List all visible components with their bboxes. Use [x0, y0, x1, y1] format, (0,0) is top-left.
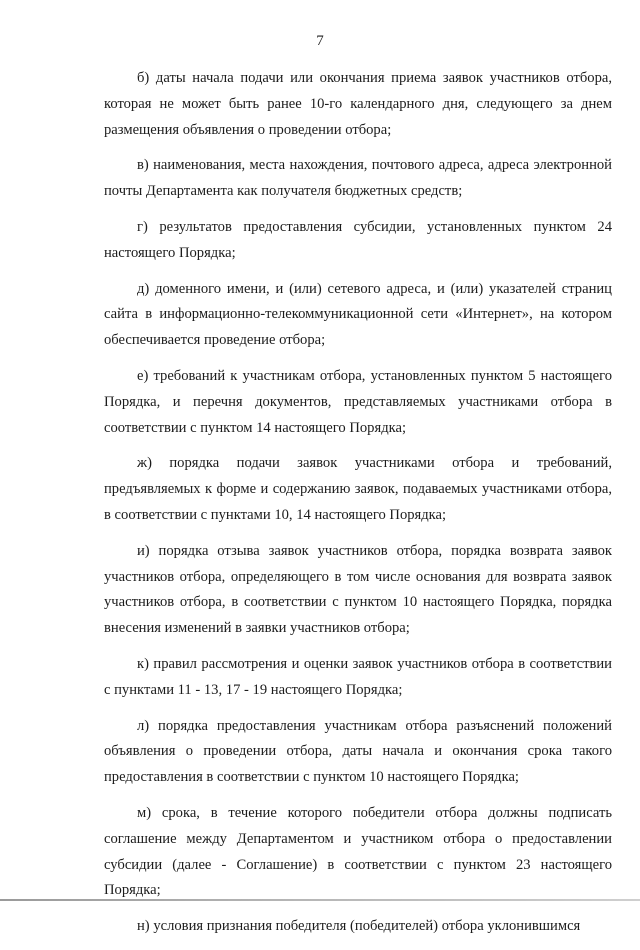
paragraph-k: к) правил рассмотрения и оценки заявок участников отбора в соответствии с пунктами 11 - 13, 17 - 19 настоящего Порядка;	[104, 655, 612, 698]
paragraph-b: б) даты начала подачи или окончания приема заявок участников отбора, которая не может быть ранее 10-го календарного дня, следующего за днем размещения объявления о проведении отбора;	[104, 70, 612, 138]
paragraph-d: д) доменного имени, и (или) сетевого адреса, и (или) указателей страниц сайта в информационно-телекоммуникационной сети «Интернет», на котором обеспечивается проведение отбора;	[104, 280, 612, 349]
paragraph-n: н) условия признания победителя (победителей) отбора уклонившимся	[137, 918, 581, 935]
paragraph-v: в) наименования, места нахождения, почтового адреса, адреса электронной почты Департамента как получателя бюджетных средств;	[104, 157, 612, 200]
paragraph-l: л) порядка предоставления участникам отбора разъяснений положений объявления о проведении отбора, даты начала и окончания срока такого предоставления в соответствии с пунктом 10 настоящего Порядка;	[104, 717, 612, 786]
paragraph-g: г) результатов предоставления субсидии, установленных пунктом 24 настоящего Порядка;	[104, 218, 612, 261]
page-number: 7	[316, 33, 324, 49]
paragraph-m: м) срока, в течение которого победители отбора должны подписать соглашение между Департаментом и участником отбора о предоставлении субсидии (далее - Соглашение) в соответствии с пунктом 23 настоящего Порядка;	[104, 804, 612, 899]
paragraph-e: е) требований к участникам отбора, установленных пунктом 5 настоящего Порядка, и перечня документов, представляемых участниками отбора в соответствии с пунктом 14 настоящего Порядка;	[104, 367, 612, 436]
paragraph-i: и) порядка отзыва заявок участников отбора, порядка возврата заявок участников отбора, определяющего в том числе основания для возврата заявок участников отбора, в соответствии с пунктом 10 настоящего Порядка, порядка внесения изменений в заявки участников отбора;	[104, 542, 612, 637]
paragraph-zh: ж) порядка подачи заявок участниками отбора и требований, предъявляемых к форме и содержанию заявок, подаваемых участниками отбора, в соответствии с пунктами 10, 14 настоящего Порядка;	[104, 455, 612, 523]
document-body	[104, 66, 612, 950]
